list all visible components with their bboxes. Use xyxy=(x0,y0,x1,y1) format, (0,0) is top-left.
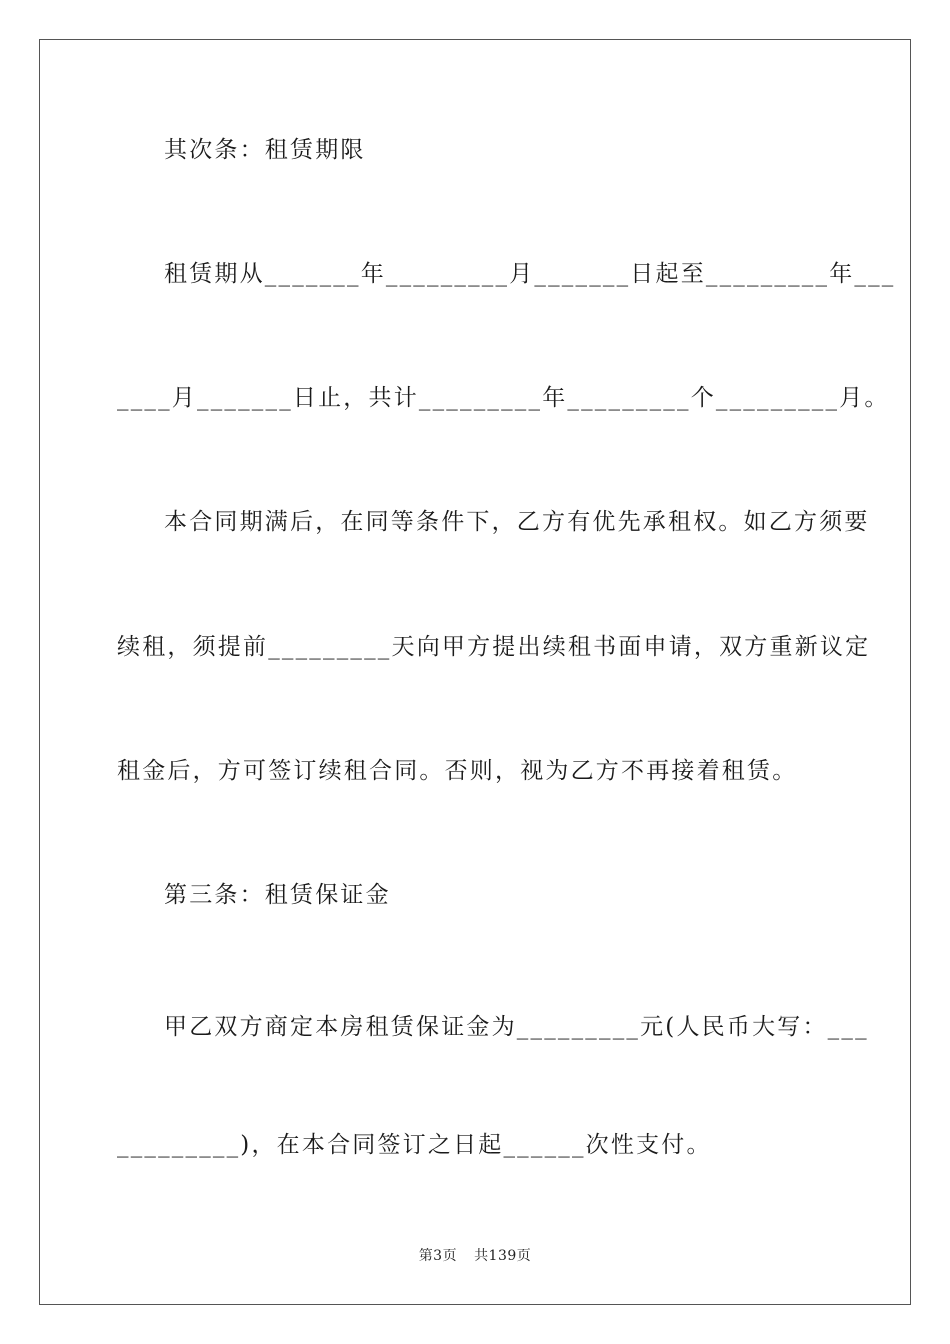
paragraph-line: 本合同期满后，在同等条件下，乙方有优先承租权。如乙方须要 xyxy=(164,509,870,535)
paragraph-line: _________)，在本合同签订之日起______次性支付。 xyxy=(117,1132,712,1158)
page-number: 第3页 xyxy=(418,1248,458,1264)
section-heading-term: 其次条：租赁期限 xyxy=(164,137,366,163)
paragraph-line: 续租，须提前_________天向甲方提出续租书面申请，双方重新议定 xyxy=(117,634,871,660)
paragraph-line: 租金后，方可签订续租合同。否则，视为乙方不再接着租赁。 xyxy=(117,758,798,784)
page-border xyxy=(39,39,911,1305)
page-footer xyxy=(0,1245,950,1265)
page-total: 共139页 xyxy=(474,1248,532,1264)
section-heading-deposit: 第三条：租赁保证金 xyxy=(164,882,391,908)
paragraph-line: ____月_______日止，共计_________年_________个_________月。 xyxy=(117,385,890,411)
paragraph-line: 租赁期从_______年_________月_______日起至_________年___ xyxy=(164,261,896,287)
paragraph-line: 甲乙双方商定本房租赁保证金为_________元(人民币大写：___ xyxy=(164,1014,869,1040)
